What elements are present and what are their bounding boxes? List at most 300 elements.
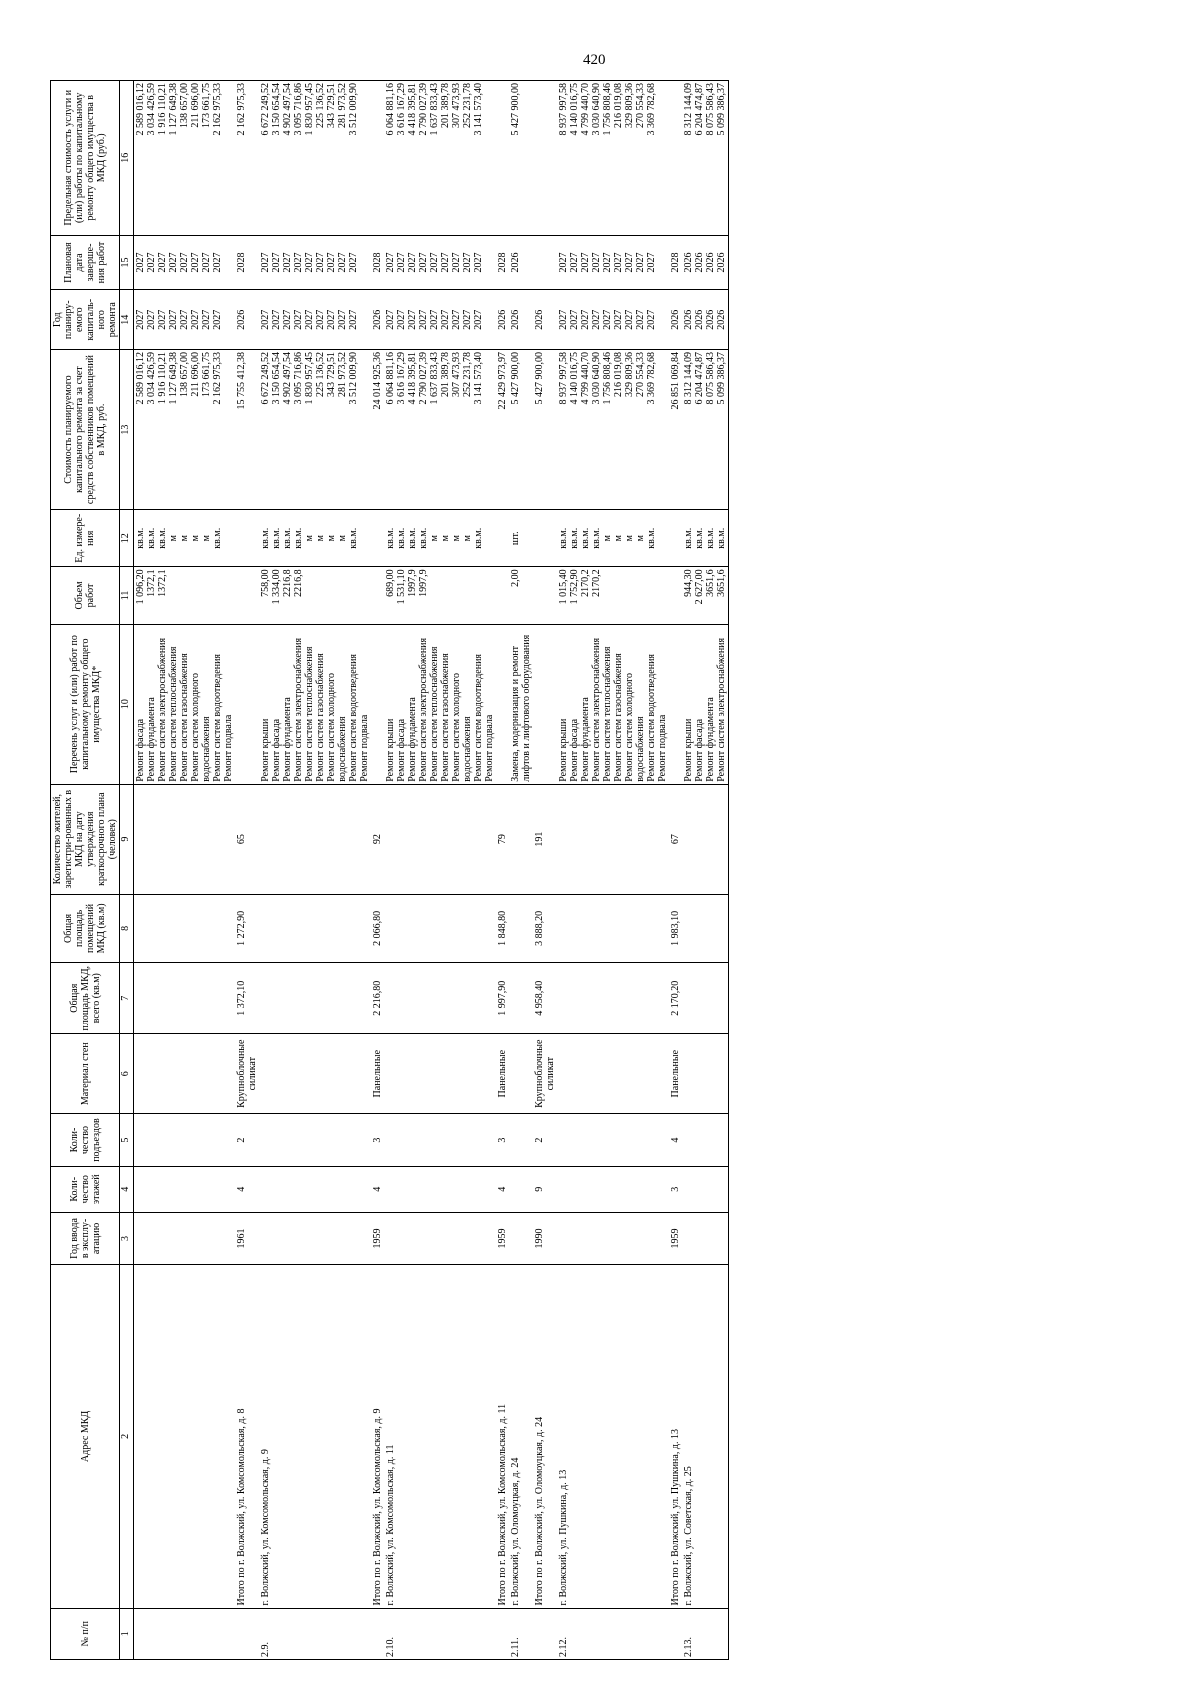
row-number — [134, 1608, 236, 1659]
work-volume — [613, 569, 624, 621]
work-unit: кв.м. — [694, 527, 705, 549]
work-year: 2027 — [326, 309, 337, 330]
work-name: Ремонт фундамента — [705, 697, 716, 782]
work-limit-list — [557, 81, 669, 236]
wall-material: Крупноблочные силикат — [533, 1034, 557, 1114]
work-year: 2027 — [473, 309, 484, 330]
work-year: 2027 — [451, 309, 462, 330]
residents: 67 — [669, 784, 682, 894]
work-limit: 3 030 640,90 — [591, 83, 602, 136]
work-volume: 2 627,00 — [694, 569, 705, 605]
work-end: 2026 — [716, 252, 727, 273]
entrances: 3 — [496, 1114, 509, 1167]
work-volume: 1 096,20 — [135, 569, 146, 605]
work-end: 2027 — [190, 252, 201, 273]
total-end: 2028 — [496, 235, 509, 290]
year-built: 1959 — [669, 1212, 682, 1265]
work-name: Ремонт систем газоснабжения — [179, 653, 190, 782]
empty-cell — [682, 963, 729, 1034]
work-limit: 281 973,52 — [337, 83, 348, 128]
empty-cell — [496, 510, 509, 567]
empty-cell — [384, 1114, 496, 1167]
year-built: 1959 — [371, 1212, 384, 1265]
empty-cell — [134, 963, 236, 1034]
work-cost: 2 162 975,33 — [212, 351, 223, 405]
work-limit: 343 729,51 — [326, 83, 337, 128]
empty-cell — [557, 963, 669, 1034]
work-end: 2027 — [473, 252, 484, 273]
work-limit: 2 589 016,12 — [135, 83, 146, 136]
empty-cell — [134, 1212, 236, 1265]
work-name: Ремонт систем теплоснабжения — [429, 646, 440, 782]
address: г. Волжский, ул. Комсомольская, д. 11 — [384, 1265, 496, 1608]
row-number: 2.11. — [509, 1608, 533, 1659]
work-volume-list — [557, 567, 669, 624]
work-unit: м — [440, 535, 451, 542]
header-cell: Предельная стоимость услуги и (или) работы по капитальному ремонту общего имущества в МКД (руб.) — [51, 81, 120, 236]
work-name-list — [557, 624, 669, 784]
work-cost-list — [384, 349, 496, 509]
work-end: 2027 — [624, 252, 635, 273]
work-limit: 6 204 474,87 — [694, 83, 705, 136]
column-number: 12 — [120, 510, 134, 567]
work-volume — [201, 569, 212, 621]
empty-cell — [682, 1034, 729, 1114]
floors: 3 — [669, 1166, 682, 1212]
total-limit — [496, 81, 509, 236]
work-end: 2027 — [271, 252, 282, 273]
total-limit: 2 162 975,33 — [235, 81, 259, 236]
table-row — [134, 81, 236, 1660]
work-name: Ремонт систем теплоснабжения — [304, 646, 315, 782]
work-cost: 2 790 027,39 — [418, 351, 429, 405]
column-number: 11 — [120, 567, 134, 624]
floors: 4 — [371, 1166, 384, 1212]
work-name: Ремонт систем электроснабжения — [157, 637, 168, 782]
work-unit-list — [557, 510, 669, 567]
empty-cell — [371, 1608, 384, 1659]
work-unit-list — [134, 510, 236, 567]
empty-cell — [259, 1212, 371, 1265]
total-row — [669, 81, 682, 1660]
work-cost: 8 312 144,09 — [683, 351, 694, 405]
work-end: 2027 — [451, 252, 462, 273]
work-volume: 3651,6 — [716, 569, 727, 597]
work-year: 2027 — [429, 309, 440, 330]
work-end: 2027 — [260, 252, 271, 273]
empty-cell — [384, 894, 496, 963]
header-cell: Общая площадь помещений МКД (кв.м) — [51, 894, 120, 963]
work-unit: кв.м. — [683, 527, 694, 549]
work-cost: 3 150 654,54 — [271, 351, 282, 405]
work-name: Ремонт систем электроснабжения — [293, 637, 304, 782]
work-volume: 758,00 — [260, 569, 271, 597]
work-end: 2027 — [407, 252, 418, 273]
work-name: Ремонт крыши — [260, 718, 271, 782]
entrances: 2 — [533, 1114, 557, 1167]
empty-cell — [509, 784, 533, 894]
header-cell: Количество жителей, зарегистри-рованных в МКД на дату утверждения краткосрочного плана (человек) — [51, 784, 120, 894]
empty-cell — [557, 1034, 669, 1114]
empty-cell — [134, 784, 236, 894]
work-year: 2026 — [510, 309, 521, 330]
empty-cell — [509, 963, 533, 1034]
work-year-list — [557, 290, 669, 349]
work-year-list — [134, 290, 236, 349]
work-year: 2027 — [624, 309, 635, 330]
work-year: 2027 — [315, 309, 326, 330]
work-unit: кв.м. — [385, 527, 396, 549]
work-year: 2027 — [591, 309, 602, 330]
total-limit — [371, 81, 384, 236]
empty-cell — [557, 894, 669, 963]
work-year: 2027 — [407, 309, 418, 330]
empty-cell — [669, 624, 682, 784]
work-cost: 6 672 249,52 — [260, 351, 271, 405]
total-limit — [533, 81, 557, 236]
work-year: 2027 — [179, 309, 190, 330]
work-name: Ремонт фундамента — [407, 697, 418, 782]
work-year-list — [509, 290, 533, 349]
work-limit: 3 141 573,40 — [473, 83, 484, 136]
work-year: 2026 — [705, 309, 716, 330]
work-cost: 4 799 440,70 — [580, 351, 591, 405]
work-volume-list — [134, 567, 236, 624]
work-cost: 8 937 997,58 — [558, 351, 569, 405]
work-name-list — [259, 624, 371, 784]
entrances: 3 — [371, 1114, 384, 1167]
work-limit: 8 937 997,58 — [558, 83, 569, 136]
total-plan-year: 2026 — [533, 290, 557, 349]
area-premises: 1 983,10 — [669, 894, 682, 963]
column-number: 7 — [120, 963, 134, 1034]
header-cell: Коли-чество этажей — [51, 1166, 120, 1212]
work-name: Ремонт систем теплоснабжения — [168, 646, 179, 782]
column-number: 3 — [120, 1212, 134, 1265]
empty-cell — [384, 784, 496, 894]
empty-cell — [533, 567, 557, 624]
work-year: 2027 — [462, 309, 473, 330]
work-cost: 6 064 881,16 — [385, 351, 396, 405]
empty-cell — [371, 624, 384, 784]
work-cost: 3 512 009,90 — [348, 351, 359, 405]
work-name: Ремонт фасада — [271, 718, 282, 782]
work-end: 2027 — [168, 252, 179, 273]
work-unit: кв.м. — [282, 527, 293, 549]
column-number: 4 — [120, 1166, 134, 1212]
area-premises: 1 272,90 — [235, 894, 259, 963]
work-unit: кв.м. — [348, 527, 359, 549]
work-unit: м — [179, 535, 190, 542]
empty-cell — [235, 1608, 259, 1659]
work-limit: 1 830 957,45 — [304, 83, 315, 136]
work-cost: 8 075 586,43 — [705, 351, 716, 405]
row-number: 2.13. — [682, 1608, 729, 1659]
work-cost: 216 019,08 — [613, 351, 624, 397]
total-end — [533, 235, 557, 290]
work-volume: 1 015,40 — [558, 569, 569, 605]
entrances: 4 — [669, 1114, 682, 1167]
empty-cell — [134, 1034, 236, 1114]
empty-cell — [496, 624, 509, 784]
row-number: 2.9. — [259, 1608, 371, 1659]
work-limit: 173 661,75 — [201, 83, 212, 128]
work-name: Замена, модернизация и ремонт лифтов и лифтового оборудования — [510, 634, 532, 782]
work-year: 2026 — [683, 309, 694, 330]
header-row — [51, 81, 120, 1660]
total-label: Итого по г. Волжский, ул. Комсомольская, д. 8 — [235, 1265, 259, 1608]
rotated-table-container — [50, 80, 1180, 1660]
work-year-list — [259, 290, 371, 349]
work-year: 2027 — [440, 309, 451, 330]
area-premises: 1 848,80 — [496, 894, 509, 963]
address: г. Волжский, ул. Пушкина, д. 13 — [557, 1265, 669, 1608]
work-volume — [602, 569, 613, 621]
work-volume — [212, 569, 223, 621]
column-number: 8 — [120, 894, 134, 963]
work-volume: 1997,9 — [418, 569, 429, 597]
work-cost: 343 729,51 — [326, 351, 337, 397]
row-number: 2.12. — [557, 1608, 669, 1659]
total-end: 2028 — [669, 235, 682, 290]
wall-material: Панельные — [371, 1034, 384, 1114]
work-unit-list — [384, 510, 496, 567]
work-end: 2027 — [580, 252, 591, 273]
header-cell: Ед. измере-ния — [51, 510, 120, 567]
work-unit: м — [602, 535, 613, 542]
work-unit: кв.м. — [293, 527, 304, 549]
empty-cell — [259, 1114, 371, 1167]
column-number: 9 — [120, 784, 134, 894]
work-unit: кв.м. — [271, 527, 282, 549]
column-number: 1 — [120, 1608, 134, 1659]
wall-material: Крупноблочные силикат — [235, 1034, 259, 1114]
work-end: 2027 — [304, 252, 315, 273]
work-name: Ремонт фасада — [569, 718, 580, 782]
work-volume: 1997,9 — [407, 569, 418, 597]
work-end: 2027 — [282, 252, 293, 273]
work-cost: 4 902 497,54 — [282, 351, 293, 405]
table-row — [557, 81, 669, 1660]
total-cost: 15 755 412,38 — [235, 349, 259, 509]
work-end: 2027 — [212, 252, 223, 273]
work-volume — [440, 569, 451, 621]
work-cost: 225 136,52 — [315, 351, 326, 397]
work-unit: кв.м. — [146, 527, 157, 549]
total-plan-year: 2026 — [235, 290, 259, 349]
work-end: 2027 — [613, 252, 624, 273]
header-cell: Год ввода в эксплу-атацию — [51, 1212, 120, 1265]
header-cell: Общая площадь МКД, всего (кв.м) — [51, 963, 120, 1034]
work-year: 2027 — [348, 309, 359, 330]
work-name: Ремонт систем холодного водоснабжения — [326, 672, 348, 782]
work-name-list — [384, 624, 496, 784]
work-volume: 3651,6 — [705, 569, 716, 597]
work-year: 2027 — [580, 309, 591, 330]
work-cost: 5 427 900,00 — [510, 351, 521, 405]
header-cell: Объем работ — [51, 567, 120, 624]
work-end: 2027 — [293, 252, 304, 273]
work-volume — [190, 569, 201, 621]
work-end: 2027 — [462, 252, 473, 273]
work-unit: м — [429, 535, 440, 542]
total-label: Итого по г. Волжский, ул. Комсомольская, д. 11 — [496, 1265, 509, 1608]
total-plan-year: 2026 — [669, 290, 682, 349]
work-name: Ремонт систем холодного водоснабжения — [451, 672, 473, 782]
table-body — [134, 81, 729, 1660]
empty-cell — [259, 1034, 371, 1114]
work-year: 2027 — [396, 309, 407, 330]
work-volume: 689,00 — [385, 569, 396, 597]
column-number: 16 — [120, 81, 134, 236]
header-cell: Коли-чество подъездов — [51, 1114, 120, 1167]
work-limit: 3 512 009,90 — [348, 83, 359, 136]
empty-cell — [259, 784, 371, 894]
residents: 191 — [533, 784, 557, 894]
work-limit: 1 916 110,21 — [157, 83, 168, 136]
wall-material: Панельные — [496, 1034, 509, 1114]
empty-cell — [533, 1608, 557, 1659]
work-volume-list — [384, 567, 496, 624]
work-name: Ремонт фасада — [694, 718, 705, 782]
work-unit: кв.м. — [135, 527, 146, 549]
work-limit: 3 095 716,86 — [293, 83, 304, 136]
work-cost: 1 830 957,45 — [304, 351, 315, 405]
empty-cell — [669, 1608, 682, 1659]
work-end: 2026 — [510, 252, 521, 273]
work-limit: 4 140 016,75 — [569, 83, 580, 136]
work-cost: 1 916 110,21 — [157, 351, 168, 405]
area-total: 1 372,10 — [235, 963, 259, 1034]
work-cost: 2 589 016,12 — [135, 351, 146, 405]
work-volume: 944,30 — [683, 569, 694, 597]
work-year: 2027 — [569, 309, 580, 330]
work-year: 2027 — [293, 309, 304, 330]
work-year: 2027 — [337, 309, 348, 330]
empty-cell — [259, 1166, 371, 1212]
year-built: 1990 — [533, 1212, 557, 1265]
header-cell: Стоимость планируемого капитального ремонта за счет средств собственников помещений в МКД, руб. — [51, 349, 120, 509]
wall-material: Панельные — [669, 1034, 682, 1114]
total-plan-year: 2026 — [371, 290, 384, 349]
work-limit: 3 616 167,29 — [396, 83, 407, 136]
empty-cell — [496, 1608, 509, 1659]
area-premises: 2 066,80 — [371, 894, 384, 963]
work-volume: 1372,1 — [146, 569, 157, 597]
work-end: 2027 — [146, 252, 157, 273]
work-end-list — [682, 235, 729, 290]
work-year: 2027 — [602, 309, 613, 330]
work-limit-list — [134, 81, 236, 236]
work-cost: 173 661,75 — [201, 351, 212, 397]
work-name: Ремонт систем водоотведения — [348, 653, 359, 782]
work-limit-list — [259, 81, 371, 236]
work-limit: 4 418 395,81 — [407, 83, 418, 136]
empty-cell — [669, 567, 682, 624]
column-number: 13 — [120, 349, 134, 509]
work-unit-list — [509, 510, 533, 567]
work-volume — [168, 569, 179, 621]
work-cost-list — [509, 349, 533, 509]
area-total: 2 216,80 — [371, 963, 384, 1034]
work-limit: 4 799 440,70 — [580, 83, 591, 136]
work-name: Ремонт крыши — [558, 718, 569, 782]
work-cost: 6 204 474,87 — [694, 351, 705, 405]
work-name: Ремонт фундамента — [580, 697, 591, 782]
area-total: 1 997,90 — [496, 963, 509, 1034]
empty-cell — [259, 963, 371, 1034]
work-end: 2027 — [348, 252, 359, 273]
work-volume: 1 531,10 — [396, 569, 407, 605]
work-unit: кв.м. — [580, 527, 591, 549]
work-end: 2027 — [569, 252, 580, 273]
empty-cell — [384, 963, 496, 1034]
work-cost-list — [682, 349, 729, 509]
work-limit: 252 231,78 — [462, 83, 473, 128]
entrances: 2 — [235, 1114, 259, 1167]
residents: 92 — [371, 784, 384, 894]
work-unit: м — [190, 535, 201, 542]
work-year: 2027 — [135, 309, 146, 330]
empty-cell — [682, 784, 729, 894]
work-cost: 211 696,00 — [190, 351, 201, 397]
work-volume: 2170,2 — [591, 569, 602, 597]
empty-cell — [134, 1166, 236, 1212]
work-unit: кв.м. — [716, 527, 727, 549]
header-cell: Перечень услуг и (или) работ по капитальному ремонту общего имущества МКД* — [51, 624, 120, 784]
work-name: Ремонт систем электроснабжения — [716, 637, 727, 782]
work-volume: 2170,2 — [580, 569, 591, 597]
work-limit: 6 672 249,52 — [260, 83, 271, 136]
work-unit: м — [304, 535, 315, 542]
empty-cell — [371, 567, 384, 624]
work-cost: 3 616 167,29 — [396, 351, 407, 405]
work-cost-list — [259, 349, 371, 509]
work-unit: кв.м. — [157, 527, 168, 549]
work-end-list — [384, 235, 496, 290]
work-year: 2027 — [304, 309, 315, 330]
work-name-list — [682, 624, 729, 784]
total-label: Итого по г. Волжский, ул. Пушкина, д. 13 — [669, 1265, 682, 1608]
work-cost: 3 030 640,90 — [591, 351, 602, 405]
work-cost-list — [557, 349, 669, 509]
work-unit: кв.м. — [418, 527, 429, 549]
work-unit: кв.м. — [591, 527, 602, 549]
work-volume — [304, 569, 315, 621]
work-unit: кв.м. — [212, 527, 223, 549]
work-volume — [337, 569, 348, 621]
work-volume: 2216,8 — [282, 569, 293, 597]
work-cost: 138 657,00 — [179, 351, 190, 397]
work-volume-list — [259, 567, 371, 624]
empty-cell — [557, 784, 669, 894]
empty-cell — [533, 510, 557, 567]
work-unit: м — [315, 535, 326, 542]
work-end: 2027 — [440, 252, 451, 273]
work-limit: 1 637 833,43 — [429, 83, 440, 136]
work-limit: 2 162 975,33 — [212, 83, 223, 136]
work-unit: м — [635, 535, 646, 542]
empty-cell — [533, 624, 557, 784]
work-cost: 329 809,36 — [624, 351, 635, 397]
empty-cell — [496, 567, 509, 624]
work-cost: 1 127 649,38 — [168, 351, 179, 405]
empty-cell — [509, 1212, 533, 1265]
work-unit: кв.м. — [473, 527, 484, 549]
work-name: Ремонт систем электроснабжения — [418, 637, 429, 782]
work-end: 2027 — [337, 252, 348, 273]
work-year: 2027 — [613, 309, 624, 330]
